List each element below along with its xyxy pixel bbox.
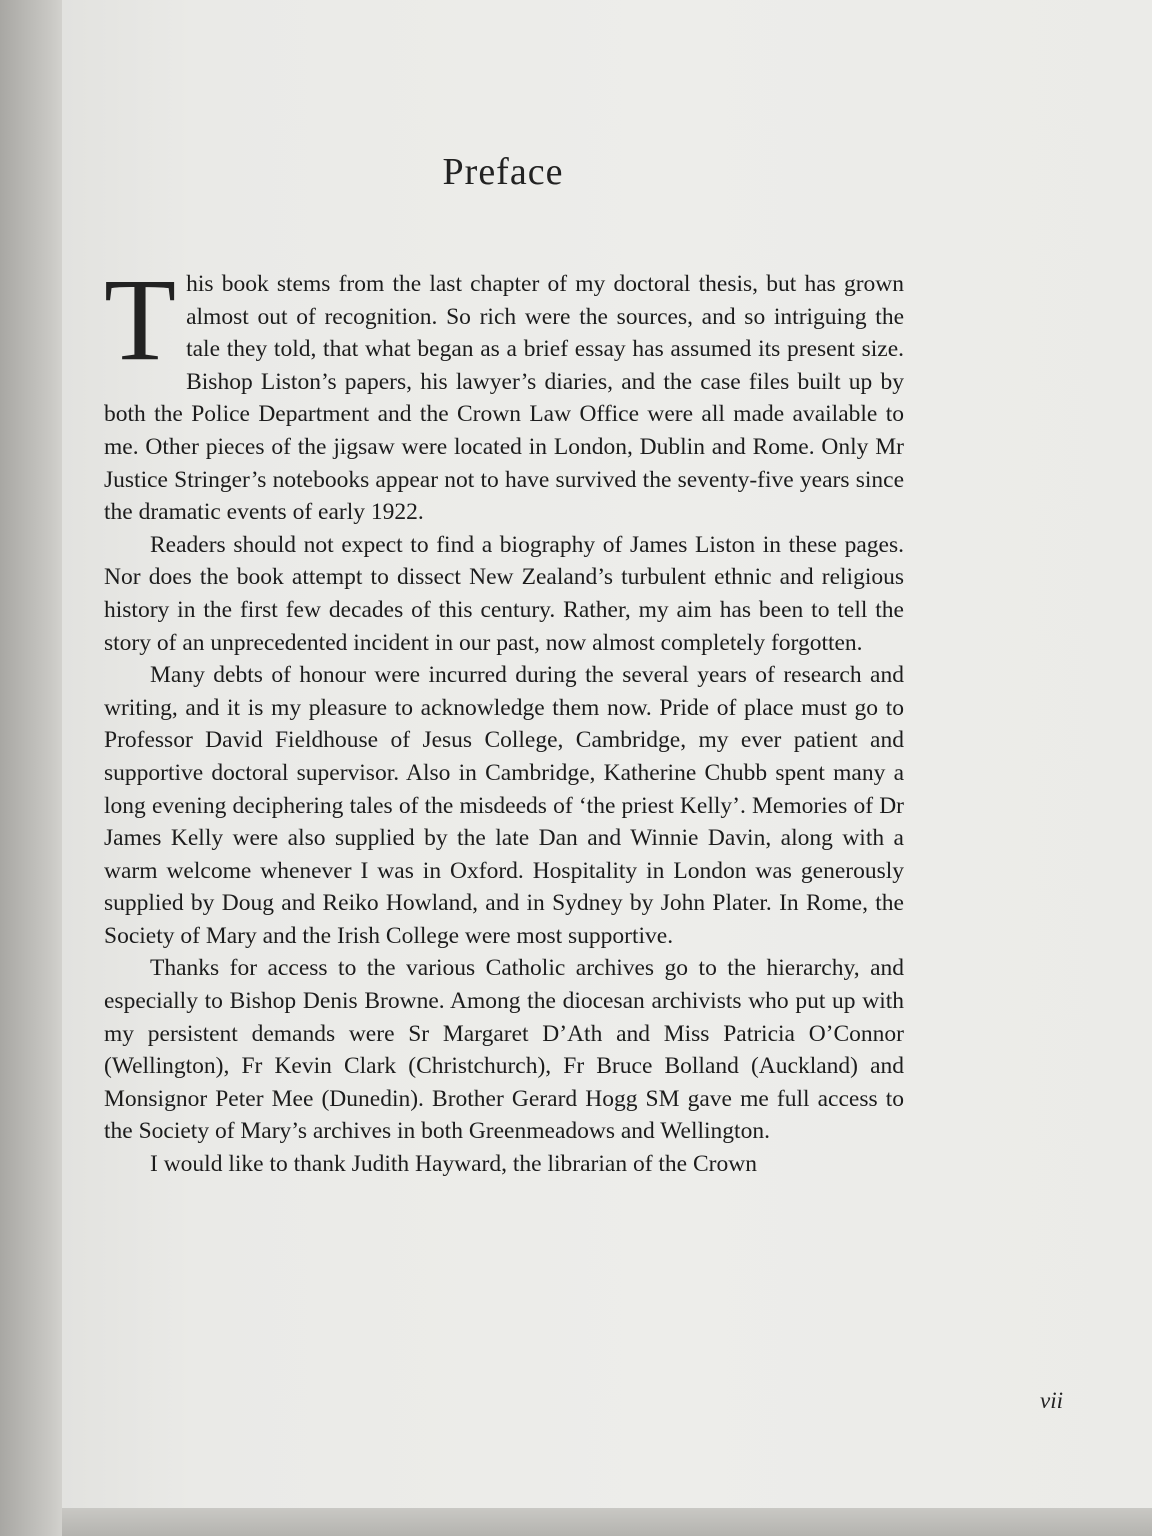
page-title: Preface (442, 151, 564, 193)
paragraph-1 (104, 254, 904, 529)
paragraph-5: I would like to thank Judith Hayward, the librarian of the Crown (150, 1151, 757, 1178)
book-gutter-shadow (0, 0, 70, 1536)
paragraph-1-text: his book stems from the last chapter of my doctoral thesis, but has grown almost out of recognition. So rich were the sources, and so intriguing the tale they told, that what began as a brief essay has assumed its present size. Bishop Liston’s papers, his lawyer’s diaries, and the case files built up by both the Police Department and the Crown Law Office were all made available to me. Other pieces of the jigsaw were located in London, Dublin and Rome. Only Mr Justice Stringer’s notebooks appear not to have survived the seventy-five years since the dramatic events of early 1922. (104, 271, 904, 526)
drop-cap: T (104, 254, 177, 385)
body-text (104, 254, 904, 1181)
paragraph-4: Thanks for access to the various Catholic archives go to the hierarchy, and especially to Bishop Denis Browne. Among the diocesan archivists who put up with my persistent demands were Sr Margaret D’Ath and Miss Patricia O’Connor (Wellington), Fr Kevin Clark (Christchurch), Fr Bruce Bolland (Auckland) and Monsignor Peter Mee (Dunedin). Brother Gerard Hogg SM gave me full access to the Society of Mary’s archives in both Greenmeadows and Wellington. (104, 955, 904, 1145)
page-bottom-edge (62, 1508, 1152, 1536)
page-number: vii (1040, 1388, 1063, 1413)
paragraph-3: Many debts of honour were incurred during the several years of research and writing, and it is my pleasure to acknowledge them now. Pride of place must go to Professor David Fieldhouse of Jesus College, Cambridge, my ever patient and supportive doctoral supervisor. Also in Cambridge, Katherine Chubb spent many a long evening deciphering tales of the misdeeds of ‘the priest Kelly’. Memories of Dr James Kelly were also supplied by the late Dan and Winnie Davin, along with a warm welcome whenever I was in Oxford. Hospitality in London was generously supplied by Doug and Reiko Howland, and in Sydney by John Plater. In Rome, the Society of Mary and the Irish College were most supportive. (104, 662, 904, 949)
paragraph-2: Readers should not expect to find a biography of James Liston in these pages. Nor does the book attempt to dissect New Zealand’s turbulent ethnic and religious history in the first few decades of this century. Rather, my aim has been to tell the story of an unprecedented incident in our past, now almost completely forgotten. (104, 531, 904, 656)
